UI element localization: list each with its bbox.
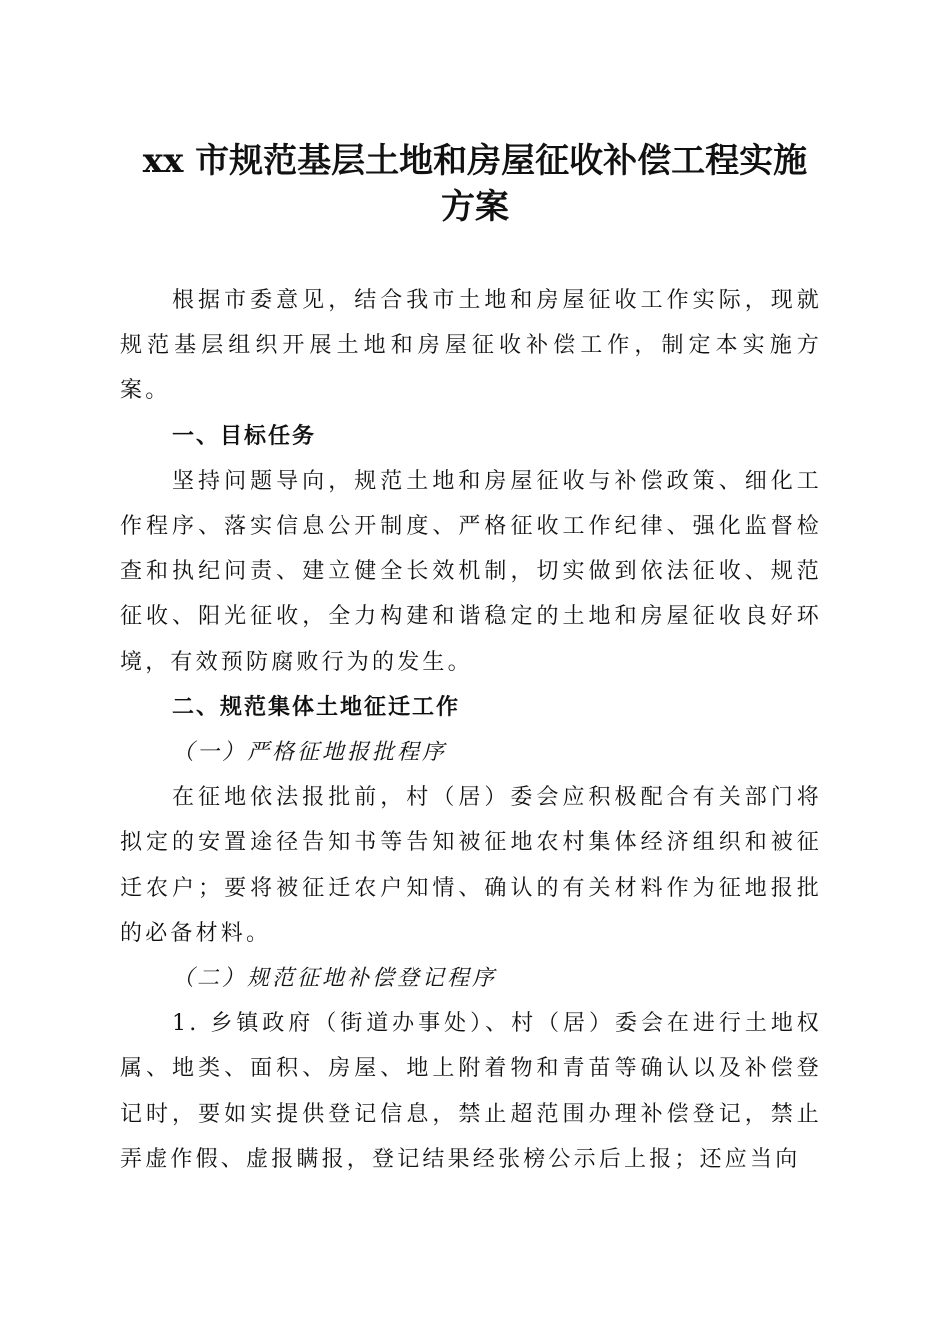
document-title-line-1: xx 市规范基层土地和房屋征收补偿工程实施 <box>142 141 808 181</box>
section-1-paragraph: 坚持问题导向，规范土地和房屋征收与补偿政策、细化工作程序、落实信息公开制度、严格征收工作纪律、强化监督检查和执纪问责、建立健全长效机制，切实做到依法征收、规范征收、阳光征收，全力构建和谐稳定的土地和房屋征收良好环境，有效预防腐败行为的发生。 <box>120 468 822 675</box>
section-1-heading: 一、目标任务 <box>172 423 317 449</box>
section-2-heading: 二、规范集体土地征迁工作 <box>172 694 461 720</box>
subsection-2-paragraph: 1. 乡镇政府（街道办事处）、村（居）委会在进行土地权属、地类、面积、房屋、地上附着物和青苗等确认以及补偿登记时，要如实提供登记信息，禁止超范围办理补偿登记，禁止弄虚作假、虚报瞒报，登记结果经张榜公示后上报；还应当向 <box>120 1011 822 1172</box>
intro-paragraph: 根据市委意见，结合我市土地和房屋征收工作实际，现就规范基层组织开展土地和房屋征收补偿工作，制定本实施方案。 <box>120 288 822 404</box>
subsection-1-heading: （一）严格征地报批程序 <box>172 740 448 766</box>
subsection-2-heading: （二）规范征地补偿登记程序 <box>172 966 498 992</box>
document-body <box>120 278 822 1182</box>
subsection-1-paragraph: 在征地依法报批前，村（居）委会应积极配合有关部门将拟定的安置途径告知书等告知被征地农村集体经济组织和被征迁农户；要将被征迁农户知情、确认的有关材料作为征地报批的必备材料。 <box>120 785 822 946</box>
document-title-line-2: 方案 <box>441 187 509 227</box>
